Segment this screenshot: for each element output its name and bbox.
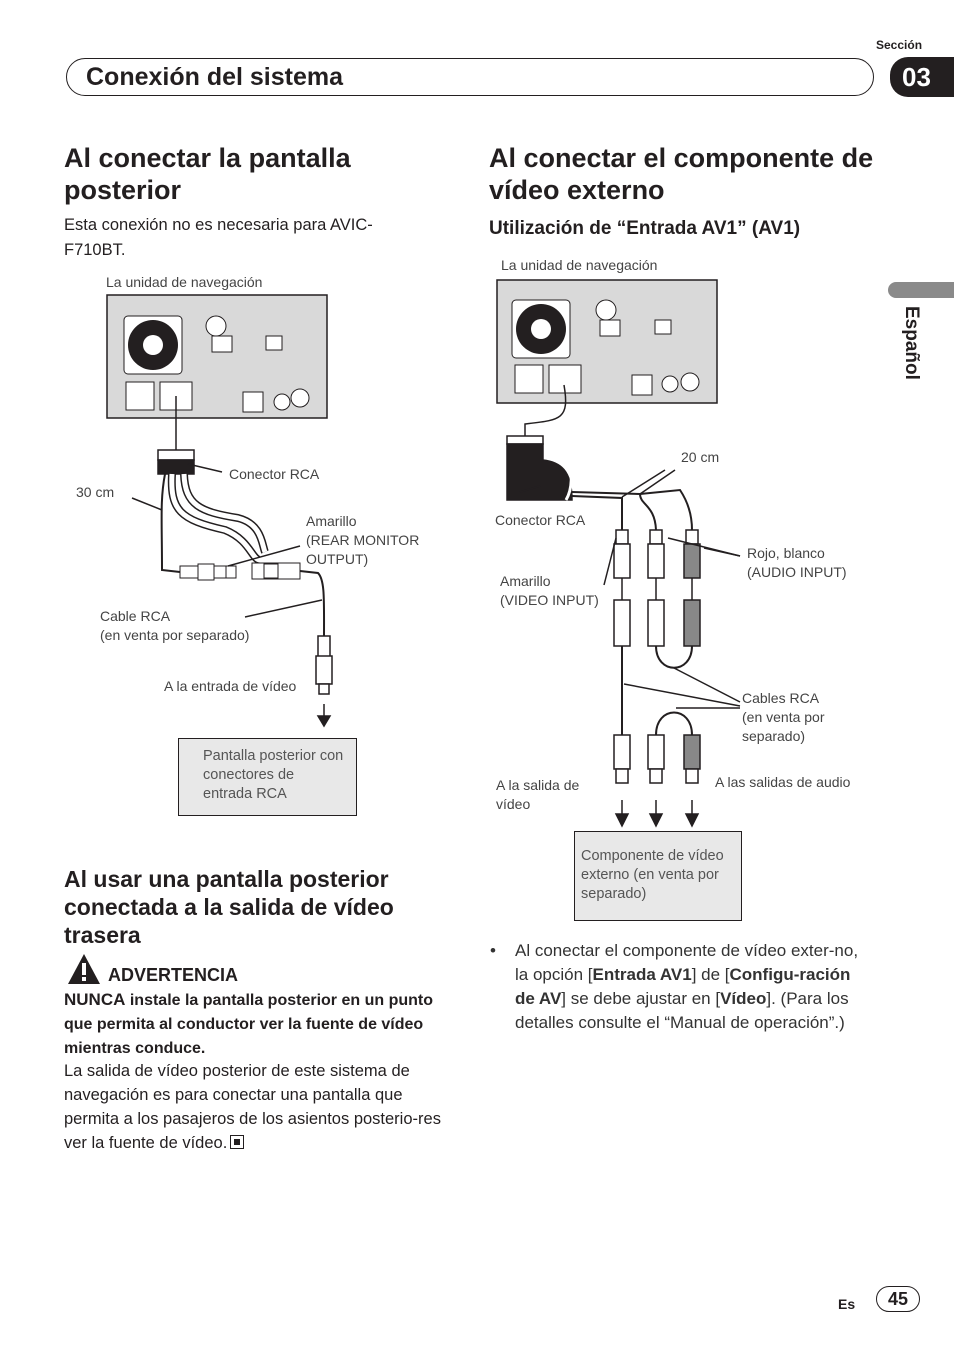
rca-cables-label	[742, 689, 825, 746]
nav-unit-illustration-right	[497, 280, 717, 403]
subheading-av1: Utilización de “Entrada AV1” (AV1)	[489, 218, 801, 239]
note-text-3: ] se debe ajustar en [	[561, 989, 721, 1008]
external-component-text: Componente de vídeo externo (en venta por separado)	[581, 848, 724, 902]
section-label: Sección	[876, 38, 923, 52]
yellow-video-input-label	[500, 572, 599, 610]
note-text-1: Al conectar el componente de vídeo exter-no, la opción [	[515, 941, 859, 984]
nav-unit-label-right: La unidad de navegación	[501, 257, 658, 273]
external-component-box	[574, 831, 742, 921]
rca-cables-desc1: (en venta por	[742, 709, 825, 725]
section-number-badge: 03	[890, 57, 954, 97]
section-title: Conexión del sistema	[86, 63, 344, 91]
yellow-video-title: Amarillo	[500, 573, 551, 589]
rca-plugs-lower	[614, 735, 700, 826]
red-white-audio-label	[747, 544, 847, 582]
yellow-desc: (REAR MONITOR OUTPUT)	[306, 532, 420, 567]
video-output-line1: A la salida de	[496, 777, 580, 793]
rca-cables-title: Cables RCA	[742, 690, 820, 706]
rca-cables-desc2: separado)	[742, 728, 806, 744]
note-text-4: ]. (Para los detalles consulte el “Manual de operación”.)	[515, 989, 849, 1032]
heading-rear-display: Al conectar la pantalla posterior	[64, 143, 351, 205]
video-output-line2: vídeo	[496, 796, 531, 812]
page-number: 45	[876, 1286, 920, 1312]
rca-cable-title: Cable RCA	[100, 608, 171, 624]
warning-lead: NUNCA	[64, 990, 126, 1009]
note-bold-video: Vídeo	[720, 989, 767, 1008]
nav-unit-label: La unidad de navegación	[106, 274, 263, 290]
language-text: Español	[901, 306, 922, 380]
length-label: 30 cm	[76, 484, 115, 500]
heading-rear-video-output: Al usar una pantalla posterior conectada a la salida de vídeo trasera	[64, 866, 394, 948]
av1-setting-note	[515, 939, 867, 1035]
audio-output-label: A las salidas de audio	[715, 774, 851, 790]
yellow-title: Amarillo	[306, 513, 357, 529]
length-label-right: 20 cm	[681, 449, 720, 465]
bullet-dot: •	[490, 941, 496, 960]
note-bold-configuracion-av: Configu-ración de AV	[515, 965, 851, 1008]
rca-connector-label: Conector RCA	[229, 466, 320, 482]
warning-title: ADVERTENCIA	[108, 965, 239, 985]
language-code: Es	[838, 1296, 856, 1312]
yellow-video-desc: (VIDEO INPUT)	[500, 592, 599, 608]
video-input-label: A la entrada de vídeo	[164, 678, 297, 694]
red-white-title: Rojo, blanco	[747, 545, 825, 561]
rca-connector-label-right: Conector RCA	[495, 512, 586, 528]
note-text-2: ] de [	[691, 965, 730, 984]
rear-output-text: La salida de vídeo posterior de este sistema de navegación es para conectar una pantalla que permita a los pasajeros de los asientos posterio-res ver la fuente de vídeo.	[64, 1062, 441, 1152]
warning-body: instale la pantalla posterior en un punto que permita al conductor ver la fuente de vídeo mientras conduce.	[64, 992, 433, 1057]
red-white-desc: (AUDIO INPUT)	[747, 564, 847, 580]
video-output-label	[496, 776, 579, 814]
rear-display-text: Pantalla posterior con conectores de entrada RCA	[203, 748, 344, 802]
rca-plugs-upper	[614, 530, 700, 646]
rca-cable-desc: (en venta por separado)	[100, 627, 250, 643]
note-bold-entrada-av1: Entrada AV1	[592, 965, 692, 984]
intro-text: Esta conexión no es necesaria para AVIC-F710BT.	[64, 216, 373, 259]
heading-external-video: Al conectar el componente de vídeo externo	[489, 143, 874, 205]
